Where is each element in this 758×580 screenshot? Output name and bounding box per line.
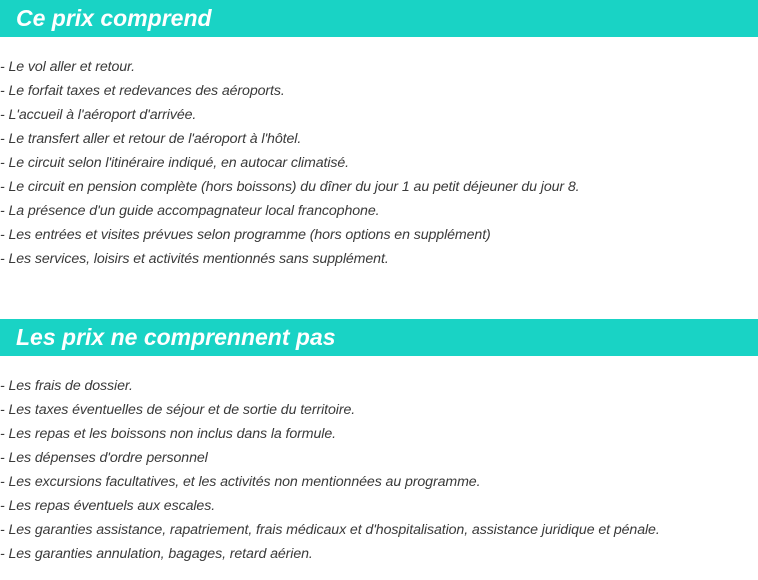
list-item: - Le circuit selon l'itinéraire indiqué, en autocar climatisé. [0, 155, 350, 171]
list-item: - La présence d'un guide accompagnateur local francophone. [0, 203, 380, 219]
price-excludes-list [0, 374, 758, 566]
section-header-price-includes: Ce prix comprend [0, 0, 758, 37]
list-item: - Les dépenses d'ordre personnel [0, 450, 208, 466]
section-header-price-excludes: Les prix ne comprennent pas [0, 319, 758, 356]
list-item: - Le forfait taxes et redevances des aéroports. [0, 83, 285, 99]
list-item: - Les entrées et visites prévues selon programme (hors options en supplément) [0, 227, 491, 243]
list-item: - Les services, loisirs et activités mentionnés sans supplément. [0, 251, 389, 267]
list-item: - Les garanties assistance, rapatriement, frais médicaux et d'hospitalisation, assistance juridique et pénale. [0, 522, 660, 538]
list-item: - Les repas et les boissons non inclus dans la formule. [0, 426, 336, 442]
list-item: - L'accueil à l'aéroport d'arrivée. [0, 107, 197, 123]
list-item: - Les garanties annulation, bagages, retard aérien. [0, 546, 313, 562]
price-includes-list [0, 55, 758, 271]
list-item: - Le transfert aller et retour de l'aéroport à l'hôtel. [0, 131, 302, 147]
list-item: - Les frais de dossier. [0, 378, 133, 394]
list-item: - Les repas éventuels aux escales. [0, 498, 216, 514]
list-item: - Les taxes éventuelles de séjour et de sortie du territoire. [0, 402, 356, 418]
list-item: - Le vol aller et retour. [0, 59, 135, 75]
list-item: - Le circuit en pension complète (hors boissons) du dîner du jour 1 au petit déjeuner du jour 8. [0, 179, 580, 195]
list-item: - Les excursions facultatives, et les activités non mentionnées au programme. [0, 474, 481, 490]
